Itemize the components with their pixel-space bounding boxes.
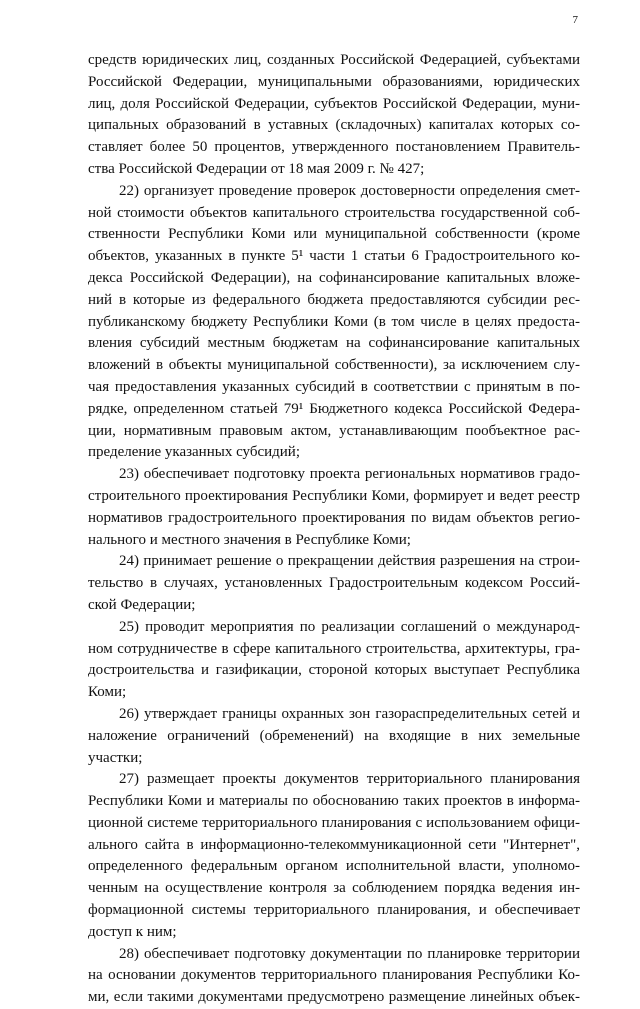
text-line: доступ к ним; (88, 923, 177, 940)
text-line: чая предоставления указанных субсидий в соответствии с принятым в по- (88, 378, 580, 395)
text-line: ального сайта в информационно-телекоммуникационной сети "Интернет", (88, 836, 580, 853)
text-line: 22) организует проведение проверок достоверности определения смет- (119, 182, 580, 199)
text-line: достроительства и газификации, стороной которых выступает Республика (88, 662, 580, 679)
text-line: ми, если такими документами предусмотрено размещение линейных объек- (88, 989, 580, 1006)
text-line: ставляет более 50 процентов, утвержденного постановлением Правитель- (88, 139, 580, 156)
text-line: Коми; (88, 684, 127, 701)
text-line: ства Российской Федерации от 18 мая 2009 г. № 427; (88, 160, 425, 177)
text-line: 23) обеспечивает подготовку проекта региональных нормативов градо- (119, 466, 580, 483)
text-line: Российской Федерации, муниципальными образованиями, юридических (88, 73, 580, 90)
text-line: строительного проектирования Республики Коми, формирует и ведет реестр (88, 487, 580, 504)
page-number: 7 (572, 14, 578, 26)
text-line: ции, нормативным правовым актом, устанавливающим пообъектное рас- (88, 422, 580, 439)
text-line: на основании документов территориального планирования Республики Ко- (88, 967, 580, 984)
text-line: вления субсидий местным бюджетам на софинансирование капитальных (88, 335, 580, 352)
text-line: ченным на осуществление контроля за соблюдением порядка ведения ин- (88, 880, 580, 897)
text-line: ственности Республики Коми или муниципальной собственности (кроме (88, 226, 580, 243)
text-line: объектов, указанных в пункте 5¹ части 1 статьи 6 Градостроительного ко- (88, 248, 580, 265)
text-line: формационной системы территориального планирования, и обеспечивает (88, 902, 580, 919)
text-line: нормативов градостроительного проектирования по видам объектов регио- (88, 509, 580, 526)
text-line: ном сотрудничестве в сфере капитального строительства, архитектуры, гра- (88, 640, 580, 657)
text-line: ний в которые из федерального бюджета предоставляются субсидии рес- (88, 291, 580, 308)
text-line: Республики Коми и материалы по обоснованию таких проектов в информа- (88, 793, 580, 810)
text-line: наложение ограничений (обременений) на входящие в них земельные (88, 727, 580, 744)
text-line: средств юридических лиц, созданных Российской Федерацией, субъектами (88, 52, 580, 68)
text-line: участки; (88, 749, 143, 766)
text-line: лиц, доля Российской Федерации, субъектов Российской Федерации, муни- (88, 95, 580, 112)
text-line: ционной системе территориального планирования с использованием офици- (88, 814, 580, 831)
document-body (88, 50, 580, 1009)
text-line: определенного федеральным органом исполнительной власти, уполномо- (88, 858, 580, 875)
text-line: 28) обеспечивает подготовку документации по планировке территории (119, 945, 580, 962)
text-line: вложений в объекты муниципальной собственности), за исключением слу- (88, 357, 580, 374)
text-line: 24) принимает решение о прекращении действия разрешения на строи- (119, 553, 580, 570)
text-line: тельство в случаях, установленных Градостроительным кодексом Россий- (88, 575, 580, 592)
text-line: 27) размещает проекты документов территориального планирования (119, 771, 580, 788)
text-line: декса Российской Федерации), на софинансирование капитальных вложе- (88, 269, 580, 286)
text-line: ной стоимости объектов капитального строительства государственной соб- (88, 204, 580, 221)
text-line: рядке, определенном статьей 79¹ Бюджетного кодекса Российской Федера- (88, 400, 580, 417)
text-line: ской Федерации; (88, 596, 196, 613)
text-line: нального и местного значения в Республике Коми; (88, 531, 411, 548)
text-line: пределение указанных субсидий; (88, 444, 300, 461)
text-line: 25) проводит мероприятия по реализации соглашений о международ- (119, 618, 580, 635)
text-line: публиканскому бюджету Республики Коми (в том числе в целях предоста- (88, 313, 580, 330)
text-line: ципальных образований в уставных (складочных) капиталах которых со- (88, 117, 580, 134)
text-line: 26) утверждает границы охранных зон газораспределительных сетей и (119, 705, 580, 722)
